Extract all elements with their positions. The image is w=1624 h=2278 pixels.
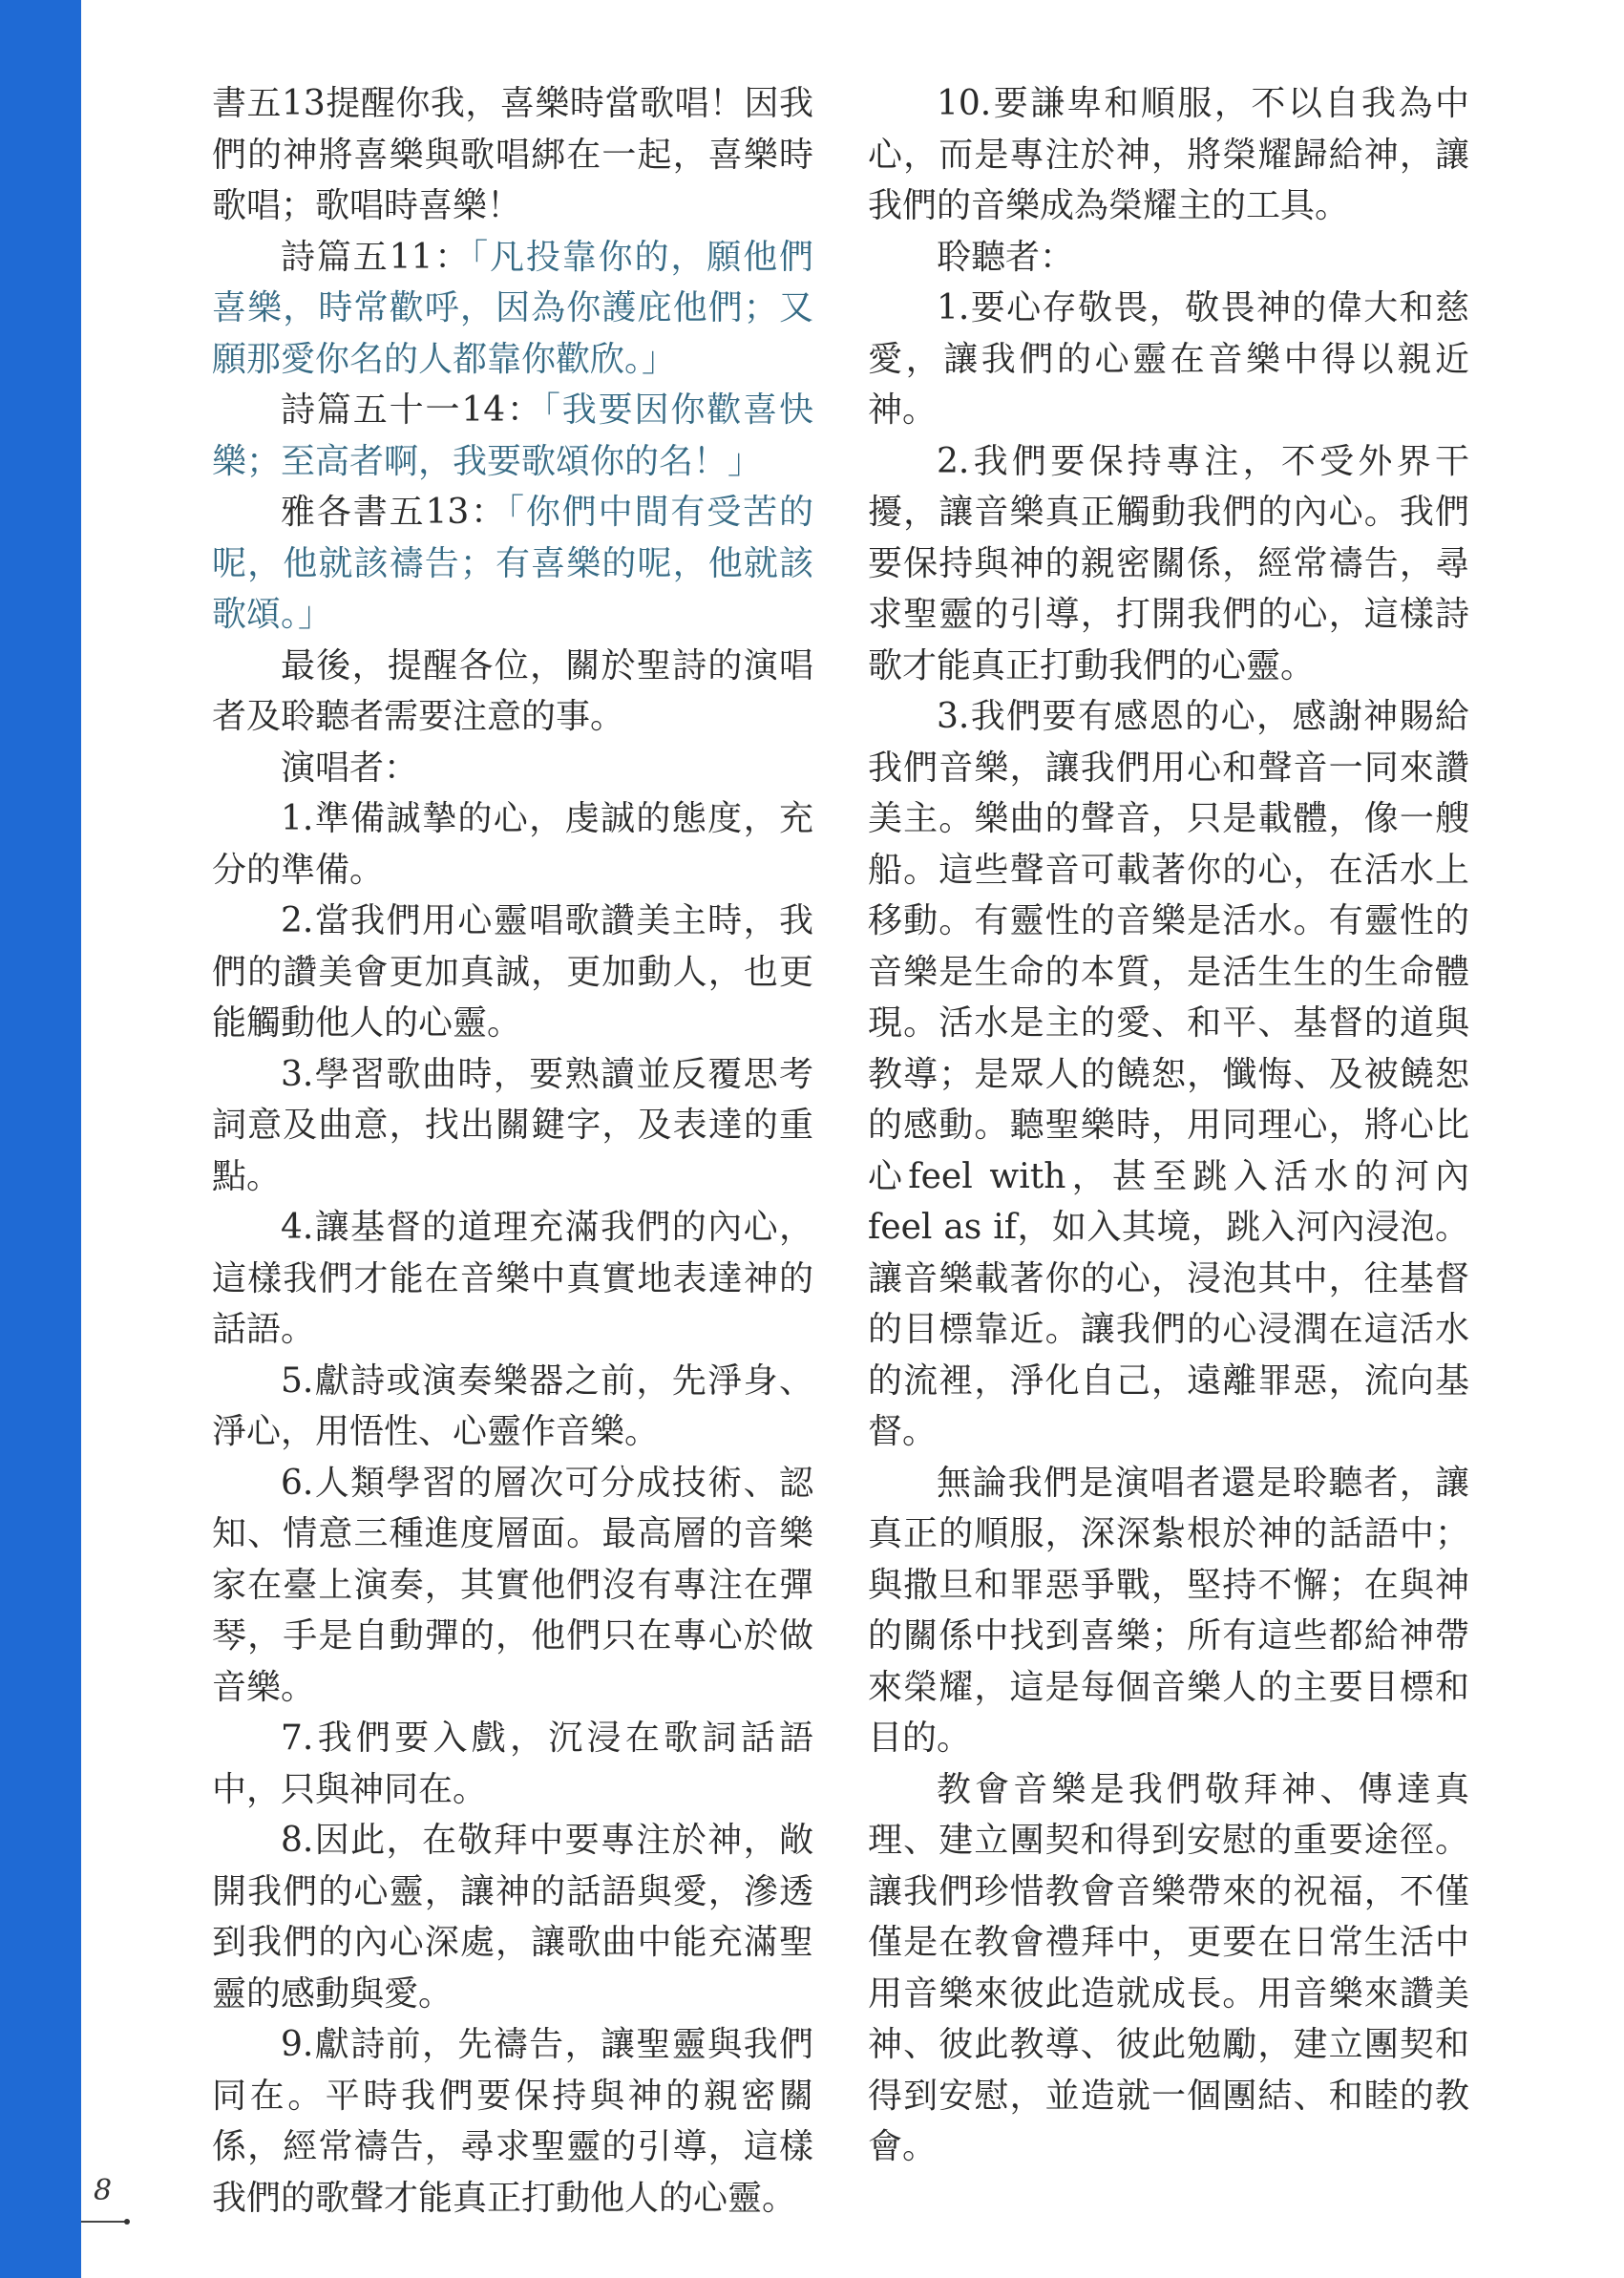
paragraph	[868, 232, 1469, 284]
scripture-quote: 「你們中間有受苦的呢，他就該禱告；有喜樂的呢，他就該歌頌。」	[212, 493, 813, 634]
paragraph-text: 書五13提醒你我，喜樂時當歌唱！因我們的神將喜樂與歌唱綁在一起，喜樂時歌唱；歌唱時喜樂！	[212, 84, 813, 225]
paragraph-text: 雅各書五13：	[281, 493, 508, 532]
scripture-quote: 「凡投靠你的，願他們喜樂，時常歡呼，因為你護庇他們；又願那愛你名的人都靠你歡欣。」	[212, 237, 813, 379]
paragraph	[212, 1356, 813, 1458]
paragraph-text: 4.讓基督的道理充滿我們的內心，這樣我們才能在音樂中真實地表達神的話語。	[212, 1208, 813, 1349]
paragraph	[868, 436, 1469, 692]
paragraph-text: 9.獻詩前，先禱告，讓聖靈與我們同在。平時我們要保持與神的親密關係，經常禱告，尋求聖靈的引導，這樣我們的歌聲才能真正打動他人的心靈。	[212, 2025, 813, 2218]
paragraph	[212, 487, 813, 641]
paragraph-text: 聆聽者：	[937, 237, 1075, 277]
right-column	[868, 78, 1469, 2173]
page-number: 8	[94, 2174, 113, 2207]
paragraph	[868, 283, 1469, 436]
paragraph-text: 2.我們要保持專注，不受外界干擾，讓音樂真正觸動我們的內心。我們要保持與神的親密關係，經常禱告，尋求聖靈的引導，打開我們的心，這樣詩歌才能真正打動我們的心靈。	[868, 441, 1469, 686]
paragraph-text: 10.要謙卑和順服，不以自我為中心，而是專注於神，將榮耀歸給神，讓我們的音樂成為榮耀主的工具。	[868, 84, 1469, 225]
paragraph-text: 最後，提醒各位，關於聖詩的演唱者及聆聽者需要注意的事。	[212, 645, 813, 736]
scripture-quote: 「我要因你歡喜快樂；至高者啊，我要歌頌你的名！」	[212, 390, 813, 481]
paragraph-text: 8.因此，在敬拜中要專注於神，敞開我們的心靈，讓神的話語與愛，滲透到我們的內心深處，讓歌曲中能充滿聖靈的感動與愛。	[212, 1821, 813, 2014]
page-number-dot	[124, 2219, 130, 2225]
paragraph	[212, 385, 813, 487]
paragraph	[212, 78, 813, 232]
paragraph-text: 6.人類學習的層次可分成技術、認知、情意三種進度層面。最高層的音樂家在臺上演奏，其實他們沒有專注在彈琴，手是自動彈的，他們只在專心於做音樂。	[212, 1463, 813, 1707]
paragraph-text: 3.我們要有感恩的心，感謝神賜給我們音樂，讓我們用心和聲音一同來讚美主。樂曲的聲音，只是載體，像一艘船。這些聲音可載著你的心，在活水上移動。有靈性的音樂是活水。有靈性的音樂是生命的本質，是活生生的生命體現。活水是主的愛、和平、基督的道與教導；是眾人的饒恕，懺悔、及被饒恕的感動。聽聖樂時，用同理心，將心比心feel with，甚至跳入活水的河內 feel as if，如入其境，跳入河內浸泡。讓音樂載著你的心，浸泡其中，往基督的目標靠近。讓我們的心浸潤在這活水的流裡，淨化自己，遠離罪惡，流向基督。	[868, 697, 1469, 1451]
paragraph	[868, 78, 1469, 232]
paragraph-text: 1.準備誠摯的心，虔誠的態度，充分的準備。	[212, 799, 813, 890]
side-accent-bar	[0, 0, 81, 2278]
paragraph-text: 教會音樂是我們敬拜神、傳達真理、建立團契和得到安慰的重要途徑。讓我們珍惜教會音樂帶來的祝福，不僅僅是在教會禮拜中，更要在日常生活中用音樂來彼此造就成長。用音樂來讚美神、彼此教導、彼此勉勵，建立團契和得到安慰，並造就一個團結、和睦的教會。	[868, 1769, 1469, 2166]
paragraph	[868, 1458, 1469, 1764]
paragraph-text: 2.當我們用心靈唱歌讚美主時，我們的讚美會更加真誠，更加動人，也更能觸動他人的心靈。	[212, 901, 813, 1043]
paragraph-text: 詩篇五11：	[281, 237, 472, 277]
paragraph	[212, 896, 813, 1049]
paragraph	[212, 1458, 813, 1714]
paragraph	[868, 691, 1469, 1458]
paragraph-text: 演唱者：	[281, 748, 419, 788]
paragraph	[212, 232, 813, 386]
paragraph	[212, 1815, 813, 2019]
paragraph-text: 5.獻詩或演奏樂器之前，先淨身、淨心，用悟性、心靈作音樂。	[212, 1360, 813, 1451]
paragraph-text: 無論我們是演唱者還是聆聽者，讓真正的順服，深深紮根於神的話語中；與撒旦和罪惡爭戰，堅持不懈；在與神的關係中找到喜樂；所有這些都給神帶來榮耀，這是每個音樂人的主要目標和目的。	[868, 1463, 1469, 1758]
page-number-rule	[81, 2221, 127, 2223]
paragraph	[212, 1049, 813, 1203]
paragraph-text: 7.我們要入戲，沉浸在歌詞話語中，只與神同在。	[212, 1719, 813, 1809]
paragraph	[212, 641, 813, 743]
paragraph	[212, 793, 813, 896]
paragraph-text: 詩篇五十一14：	[281, 390, 543, 430]
paragraph	[212, 743, 813, 794]
paragraph	[868, 1764, 1469, 2173]
paragraph-text: 3.學習歌曲時，要熟讀並反覆思考詞意及曲意，找出關鍵字，及表達的重點。	[212, 1054, 813, 1196]
paragraph-text: 1.要心存敬畏，敬畏神的偉大和慈愛，讓我們的心靈在音樂中得以親近神。	[868, 288, 1469, 430]
paragraph	[212, 1713, 813, 1815]
left-column	[212, 78, 813, 2224]
paragraph	[212, 1202, 813, 1356]
paragraph	[212, 2019, 813, 2224]
